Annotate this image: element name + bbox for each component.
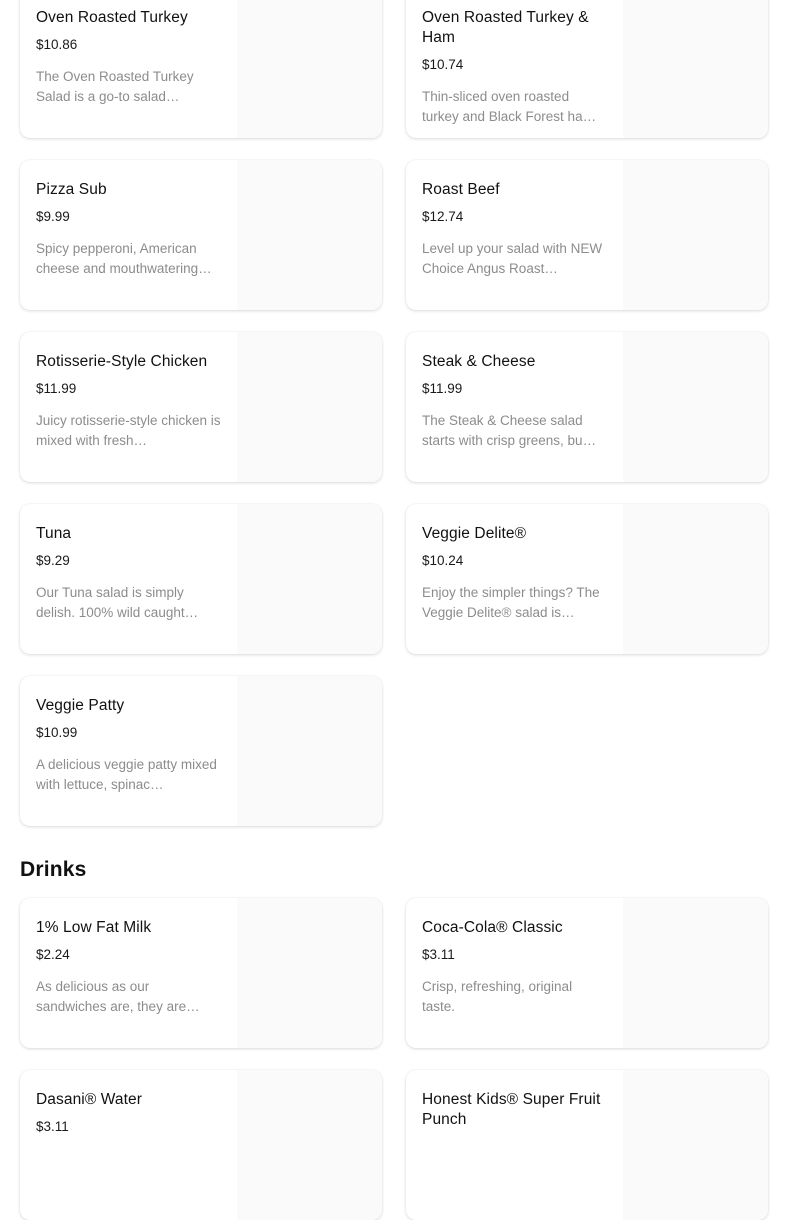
menu-item-image xyxy=(623,0,768,138)
menu-item-card[interactable] xyxy=(20,0,382,138)
menu-item-card[interactable] xyxy=(20,676,382,826)
menu-item-price: $9.99 xyxy=(36,209,70,224)
menu-item-body xyxy=(406,1070,624,1156)
menu-item-price: $11.99 xyxy=(422,381,463,396)
menu-item-image xyxy=(623,898,768,1048)
menu-item-card[interactable] xyxy=(406,1070,768,1220)
menu-item-card[interactable] xyxy=(20,898,382,1048)
menu-item-body xyxy=(406,332,624,463)
menu-item-image xyxy=(237,160,382,310)
menu-item-description: The Steak & Cheese salad starts with crisp greens, bu… xyxy=(422,413,597,448)
menu-item-body xyxy=(20,676,238,807)
menu-item-card[interactable] xyxy=(406,332,768,482)
menu-item-price: $12.74 xyxy=(422,209,464,224)
menu-item-card[interactable] xyxy=(20,332,382,482)
menu-item-title: Coca-Cola® Classic xyxy=(422,919,563,936)
menu-item-image xyxy=(623,332,768,482)
menu-item-body xyxy=(406,0,624,138)
menu-item-price: $10.24 xyxy=(422,553,464,568)
menu-item-description: Enjoy the simpler things? The Veggie Delite® salad is… xyxy=(422,585,600,620)
menu-item-title: Oven Roasted Turkey xyxy=(36,9,188,26)
menu-item-image xyxy=(623,160,768,310)
menu-item-image xyxy=(237,0,382,138)
menu-item-card[interactable] xyxy=(20,504,382,654)
menu-item-title: Oven Roasted Turkey & Ham xyxy=(422,9,589,46)
menu-item-description: Juicy rotisserie-style chicken is mixed with fresh… xyxy=(36,413,221,448)
menu-item-title: 1% Low Fat Milk xyxy=(36,919,152,936)
menu-item-description: Thin-sliced oven roasted turkey and Black Forest ha… xyxy=(422,89,597,124)
menu-item-price: $3.11 xyxy=(36,1119,69,1134)
menu-item-card[interactable] xyxy=(406,0,768,138)
menu-item-title: Tuna xyxy=(36,525,72,542)
menu-item-body xyxy=(20,1070,238,1161)
menu-item-image xyxy=(237,504,382,654)
menu-item-title: Rotisserie-Style Chicken xyxy=(36,353,208,370)
menu-item-body xyxy=(406,504,624,635)
menu-item-body xyxy=(406,898,624,1029)
menu-item-price: $9.29 xyxy=(36,553,70,568)
menu-item-title: Honest Kids® Super Fruit Punch xyxy=(422,1091,601,1128)
menu-item-price: $3.11 xyxy=(422,947,455,962)
menu-item-body xyxy=(406,160,624,291)
menu-grid-drinks xyxy=(20,898,784,1220)
menu-item-card[interactable] xyxy=(20,1070,382,1220)
menu-item-image xyxy=(237,676,382,826)
menu-item-body xyxy=(20,898,238,1029)
menu-item-title: Veggie Patty xyxy=(36,697,125,714)
menu-item-description: Our Tuna salad is simply delish. 100% wild caught… xyxy=(36,585,199,620)
menu-item-card[interactable] xyxy=(20,160,382,310)
menu-item-card[interactable] xyxy=(406,160,768,310)
menu-item-card[interactable] xyxy=(406,504,768,654)
menu-item-body xyxy=(20,160,238,291)
menu-item-body xyxy=(20,0,238,119)
menu-item-description: As delicious as our sandwiches are, they are… xyxy=(36,979,200,1014)
menu-item-card[interactable] xyxy=(406,898,768,1048)
menu-item-image xyxy=(623,1070,768,1220)
menu-item-price: $2.24 xyxy=(36,947,70,962)
menu-item-price: $10.99 xyxy=(36,725,78,740)
menu-item-image xyxy=(237,332,382,482)
menu-item-body xyxy=(20,504,238,635)
menu-item-title: Veggie Delite® xyxy=(422,525,527,542)
menu-item-title: Steak & Cheese xyxy=(422,353,536,370)
menu-item-title: Roast Beef xyxy=(422,181,500,198)
menu-item-image xyxy=(237,898,382,1048)
section-heading-drinks: Drinks xyxy=(20,858,87,881)
menu-item-description: Level up your salad with NEW Choice Angus Roast… xyxy=(422,241,603,276)
menu-item-title: Pizza Sub xyxy=(36,181,107,198)
menu-item-body xyxy=(20,332,238,463)
menu-item-price: $11.99 xyxy=(36,381,77,396)
menu-item-image xyxy=(237,1070,382,1220)
menu-item-image xyxy=(623,504,768,654)
menu-item-description: A delicious veggie patty mixed with lettuce, spinac… xyxy=(36,757,217,792)
menu-grid-salads xyxy=(20,0,784,826)
menu-item-price: $10.74 xyxy=(422,57,464,72)
menu-item-title: Dasani® Water xyxy=(36,1091,143,1108)
menu-item-description: The Oven Roasted Turkey Salad is a go-to salad… xyxy=(36,69,194,104)
menu-item-description: Spicy pepperoni, American cheese and mouthwatering… xyxy=(36,241,212,276)
menu-item-description: Crisp, refreshing, original taste. xyxy=(422,979,573,1014)
menu-item-price: $10.86 xyxy=(36,37,78,52)
